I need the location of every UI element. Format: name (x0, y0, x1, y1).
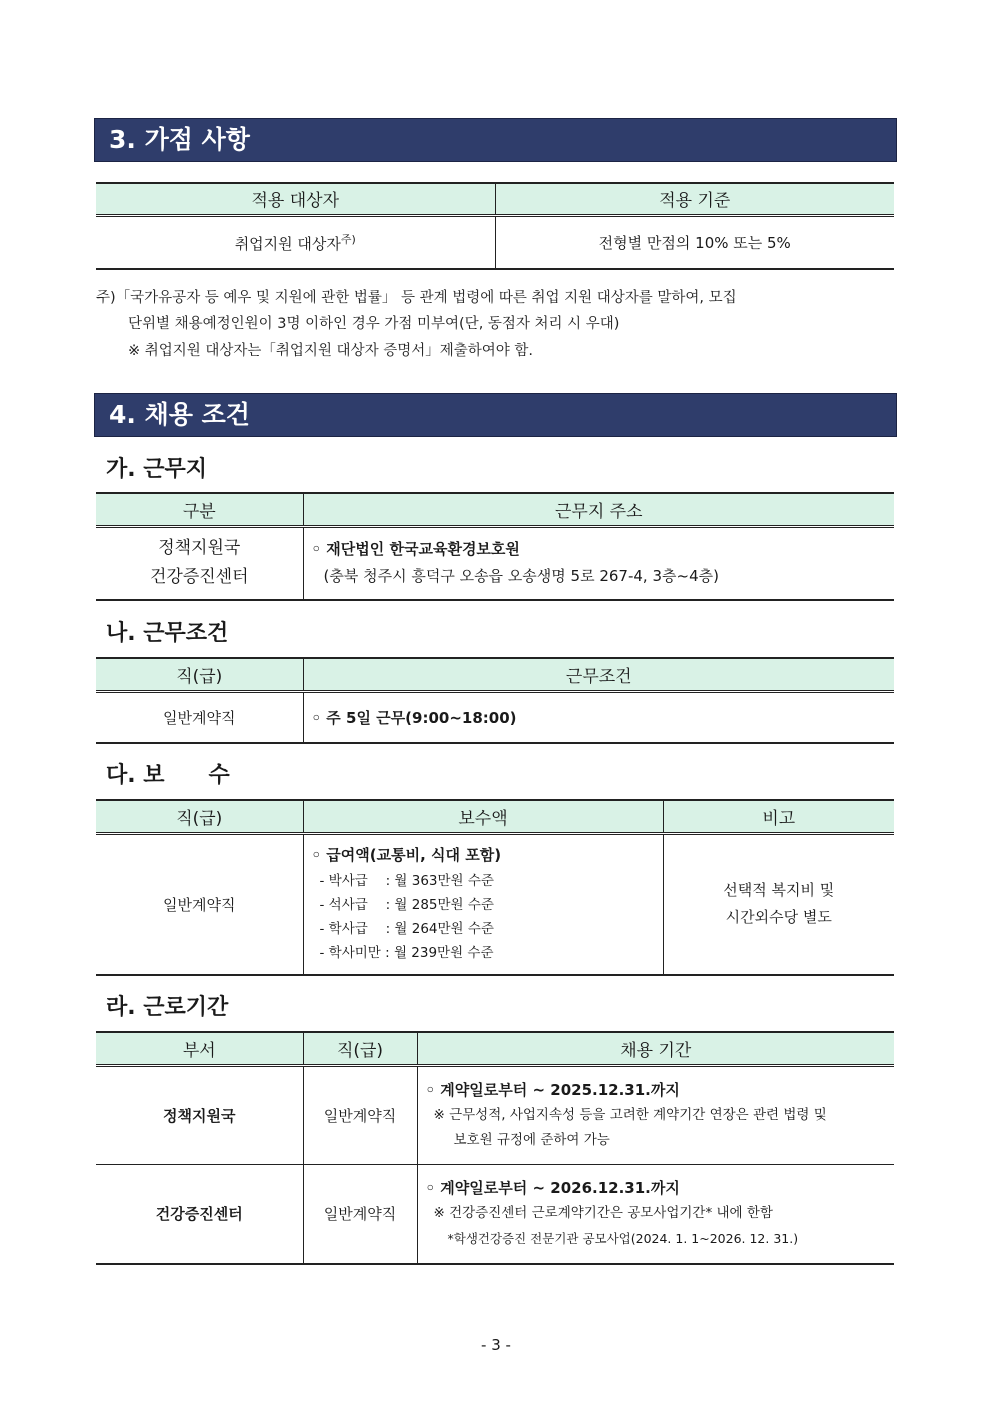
col-header-department: 부서 (96, 1032, 303, 1065)
subsection-work-conditions-title: 나. 근무조건 (106, 621, 229, 646)
period-note-2: *학생건강증진 전문기관 공모사업(2024. 1. 1~2026. 12. 31.) (447, 1231, 799, 1247)
table-row (96, 1065, 894, 1164)
cell-period (417, 1065, 894, 1164)
col-header-address: 근무지 주소 (303, 493, 894, 526)
salary-masters: - 석사급 : 월 285만원 수준 (319, 897, 494, 914)
col-header-grade: 직(급) (96, 800, 303, 833)
subsection-contract-period-title: 라. 근로기간 (106, 995, 229, 1020)
division-policy-support: 정책지원국 (158, 538, 241, 559)
page-number: - 3 - (481, 1336, 511, 1354)
workplace-table (96, 492, 894, 601)
cell-address (303, 526, 894, 600)
target-text: 취업지원 대상자 (234, 234, 341, 253)
footnote-line-3: ※ 취업지원 대상자는「취업지원 대상자 증명서」제출하여야 함. (128, 343, 533, 359)
period-text: ◦ 계약일로부터 ~ 2026.12.31.까지 (425, 1179, 680, 1198)
cell-grade: 일반계약직 (303, 1065, 417, 1164)
footnote-line-2: 단위별 채용예정인원이 3명 이하인 경우 가점 미부여(단, 동점자 처리 시 우대) (128, 316, 620, 332)
salary-table (96, 799, 894, 976)
cell-salary (303, 833, 663, 975)
period-text: ◦ 계약일로부터 ~ 2025.12.31.까지 (425, 1080, 680, 1099)
cell-department: 정책지원국 (163, 1106, 236, 1125)
col-header-target: 적용 대상자 (96, 183, 495, 215)
cell-department: 건강증진센터 (96, 1164, 303, 1264)
salary-below-bachelors: - 학사미만 : 월 239만원 수준 (319, 945, 494, 962)
cell-grade: 일반계약직 (163, 708, 236, 727)
col-header-period: 채용 기간 (417, 1032, 894, 1065)
footnote-line-1: 주)「국가유공자 등 예우 및 지원에 관한 법률」 등 관계 법령에 따른 취업 지원 대상자를 말하여, 모집 (96, 290, 737, 306)
salary-title: ◦ 급여액(교통비, 식대 포함) (311, 846, 502, 865)
cell-criteria: 전형별 만점의 10% 또는 5% (495, 215, 894, 269)
table-row (96, 1164, 894, 1264)
col-header-criteria: 적용 기준 (495, 183, 894, 215)
division-health-center: 건강증진센터 (149, 567, 249, 588)
col-header-conditions: 근무조건 (303, 658, 894, 691)
col-header-division: 구분 (96, 493, 303, 526)
period-note-1: ※ 건강증진센터 근로계약기간은 공모사업기간* 내에 한함 (433, 1205, 773, 1222)
cell-period (417, 1164, 894, 1264)
subsection-workplace-title: 가. 근무지 (106, 457, 208, 482)
contract-period-table (96, 1031, 894, 1265)
cell-divisions (96, 526, 303, 600)
bonus-points-table (96, 182, 894, 270)
col-header-remark: 비고 (663, 800, 894, 833)
section-3-header: 3. 가점 사항 (94, 118, 897, 162)
work-conditions-table (96, 657, 894, 744)
period-note-1: ※ 근무성적, 사업지속성 등을 고려한 계약기간 연장은 관련 법령 및 (433, 1106, 827, 1123)
period-note-2: 보호원 규정에 준하여 가능 (453, 1131, 610, 1148)
section-4-header: 4. 채용 조건 (94, 393, 897, 437)
col-header-grade: 직(급) (303, 1032, 417, 1065)
remark-line-1: 선택적 복지비 및 (723, 881, 835, 900)
col-header-salary: 보수액 (303, 800, 663, 833)
col-header-grade: 직(급) (96, 658, 303, 691)
cell-conditions: ◦ 주 5일 근무(9:00~18:00) (303, 691, 894, 743)
address-org-name: ◦ 재단법인 한국교육환경보호원 (311, 540, 520, 559)
salary-phd: - 박사급 : 월 363만원 수준 (319, 873, 494, 890)
subsection-salary-title: 다. 보 수 (106, 763, 230, 788)
cell-remark (663, 833, 894, 975)
salary-bachelors: - 학사급 : 월 264만원 수준 (319, 921, 494, 938)
cell-grade: 일반계약직 (303, 1164, 417, 1264)
cell-target (96, 215, 495, 269)
address-detail: (충북 청주시 흥덕구 오송읍 오송생명 5로 267-4, 3층~4층) (323, 567, 719, 586)
target-footnote-mark: 주) (340, 232, 356, 246)
cell-grade: 일반계약직 (163, 895, 236, 914)
remark-line-2: 시간외수당 별도 (725, 908, 832, 927)
